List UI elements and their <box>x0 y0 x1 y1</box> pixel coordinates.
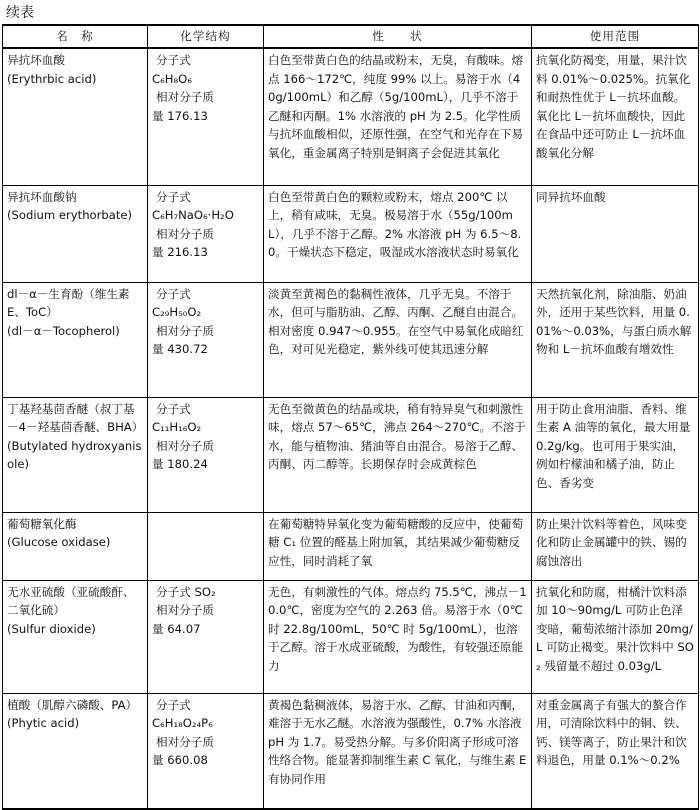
structure-cell: 分子式 SO₂ 相对分子质 量 64.07 <box>148 580 264 693</box>
usage-cell: 用于防止食用油脂、香料、维生素 A 油等的氧化，最大用量 0.2g/kg。也可用于果实油，例如柠檬油和橘子油，防止色、香劣变 <box>532 397 699 512</box>
table-row <box>3 185 699 282</box>
table-row <box>3 693 699 809</box>
property-cell: 白色至带黄白色的结晶或粉末，无臭，有酸味。熔点 166～172℃，纯度 99% 以上。易溶于水（40g/100mL）和乙醇（5g/100mL），几乎不溶于乙醚和丙酮。1% 水溶液的 pH 为 2.5。化学性质与抗坏血酸相似，还原性强，在空气和光存在下易氧化，重金属离子特别是铜离子会促进其氧化 <box>264 48 532 185</box>
property-cell: 白色至带黄白色的颗粒或粉末，熔点 200℃ 以上，稍有咸味，无臭。极易溶于水（55g/100mL），几乎不溶于乙醇。2% 水溶液 pH 为 6.5～8.0。干燥状态下稳定，吸湿成水溶液状态时易氧化 <box>264 185 532 282</box>
usage-cell: 对重金属离子有强大的螯合作用，可清除饮料中的铜、铁、钙、镁等离子，防止果汁和饮料退色，用量 0.1%～0.2% <box>532 693 699 809</box>
property-cell: 黄褐色黏稠液体，易溶于水、乙醇、甘油和丙酮，难溶于无水乙醚。水溶液为强酸性，0.7% 水溶液 pH 为 1.7。易受热分解。与多价阳离子形成可溶性络合物。能显著抑制维生素 C 氧化，与维生素 E 有协同作用 <box>264 693 532 809</box>
structure-cell: 分子式 C₆H₁₈O₂₄P₆ 相对分子质 量 660.08 <box>148 693 264 809</box>
structure-cell: 分子式 C₆H₇NaO₆·H₂O 相对分子质 量 216.13 <box>148 185 264 282</box>
name-cell: 异抗坏血酸 (Erythrbic acid) <box>3 48 148 185</box>
table-row <box>3 512 699 580</box>
name-cell: 葡萄糖氧化酶 (Glucose oxidase) <box>3 512 148 580</box>
name-cell: 异抗坏血酸钠 (Sodium erythorbate) <box>3 185 148 282</box>
header-name: 名 称 <box>3 25 148 48</box>
name-cell: dl－α－生育酚（维生素 E、ToC） (dl－α－Tocopherol) <box>3 282 148 397</box>
usage-cell: 天然抗氧化剂，除油脂、奶油外，还用于某些饮料，用量 0.01%～0.03%，与蛋白质水解物和 L－抗坏血酸有增效性 <box>532 282 699 397</box>
header-structure: 化学结构 <box>148 25 264 48</box>
table-row <box>3 48 699 185</box>
property-cell: 在葡萄糖特异氧化变为葡萄糖酸的反应中，使葡萄糖 C₁ 位置的醛基上附加氧，其结果减少葡萄糖反应性，同时消耗了氧 <box>264 512 532 580</box>
usage-cell: 抗氧化防褐变，用量，果汁饮料 0.01%～0.025%。抗氧化和耐热性优于 L－抗坏血酸。氧化比 L－抗坏血酸快，因此在食品中还可防止 L－抗坏血酸氧化分解 <box>532 48 699 185</box>
table-row <box>3 282 699 397</box>
table-row <box>3 580 699 693</box>
structure-cell: 分子式 C₆H₈O₆ 相对分子质 量 176.13 <box>148 48 264 185</box>
table-caption: 续表 <box>6 5 34 21</box>
property-cell: 无色至微黄色的结晶或块，稍有特异臭气和刺激性味，熔点 57～65℃，沸点 264～270℃。不溶于水，能与植物油、猪油等自由混合。易溶于乙醇、丙酮、丙二醇等。长期保存时会成黄棕色 <box>264 397 532 512</box>
header-row <box>3 25 699 48</box>
name-cell: 植酸（肌醇六磷酸、PA） (Phytic acid) <box>3 693 148 809</box>
name-cell: 丁基羟基茴香醚（叔丁基－4－羟基茴香醚、BHA） (Butylated hydroxyanisole) <box>3 397 148 512</box>
usage-cell: 抗氧化和防腐，柑橘汁饮料添加 10～90mg/L 可防止色泽变暗，葡萄浓缩汁添加 20mg/L 可防止褐变。果汁饮料中 SO₂ 残留量不超过 0.03g/L <box>532 580 699 693</box>
header-usage: 使用范围 <box>532 25 699 48</box>
usage-cell: 防止果汁饮料等着色，风味变化和防止金属罐中的铁、锡的腐蚀溶出 <box>532 512 699 580</box>
name-cell: 无水亚硫酸（亚硫酸酐、二氧化硫） (Sulfur dioxide) <box>3 580 148 693</box>
table-row <box>3 397 699 512</box>
structure-cell: 分子式 C₁₁H₁₆O₂ 相对分子质 量 180.24 <box>148 397 264 512</box>
property-cell: 无色，有刺激性的气体。熔点约 75.5℃，沸点－10.0℃，密度为空气的 2.263 倍。易溶于水（0℃ 时 22.8g/100mL，50℃ 时 5g/100mL），也溶于乙醇。溶于水成亚硫酸，为酸性，有较强还原能力 <box>264 580 532 693</box>
property-cell: 淡黄至黄褐色的黏稠性液体，几乎无臭。不溶于水，但可与脂肪油、乙醇、丙酮、乙醚自由混合。相对密度 0.947～0.955。在空气中易氧化成暗红色，对可见光稳定，紫外线可使其迅速分解 <box>264 282 532 397</box>
structure-cell: 分子式 C₂₉H₅₀O₂ 相对分子质 量 430.72 <box>148 282 264 397</box>
header-property: 性 状 <box>264 25 532 48</box>
additive-table <box>2 24 699 810</box>
structure-cell <box>148 512 264 580</box>
usage-cell: 同异抗坏血酸 <box>532 185 699 282</box>
